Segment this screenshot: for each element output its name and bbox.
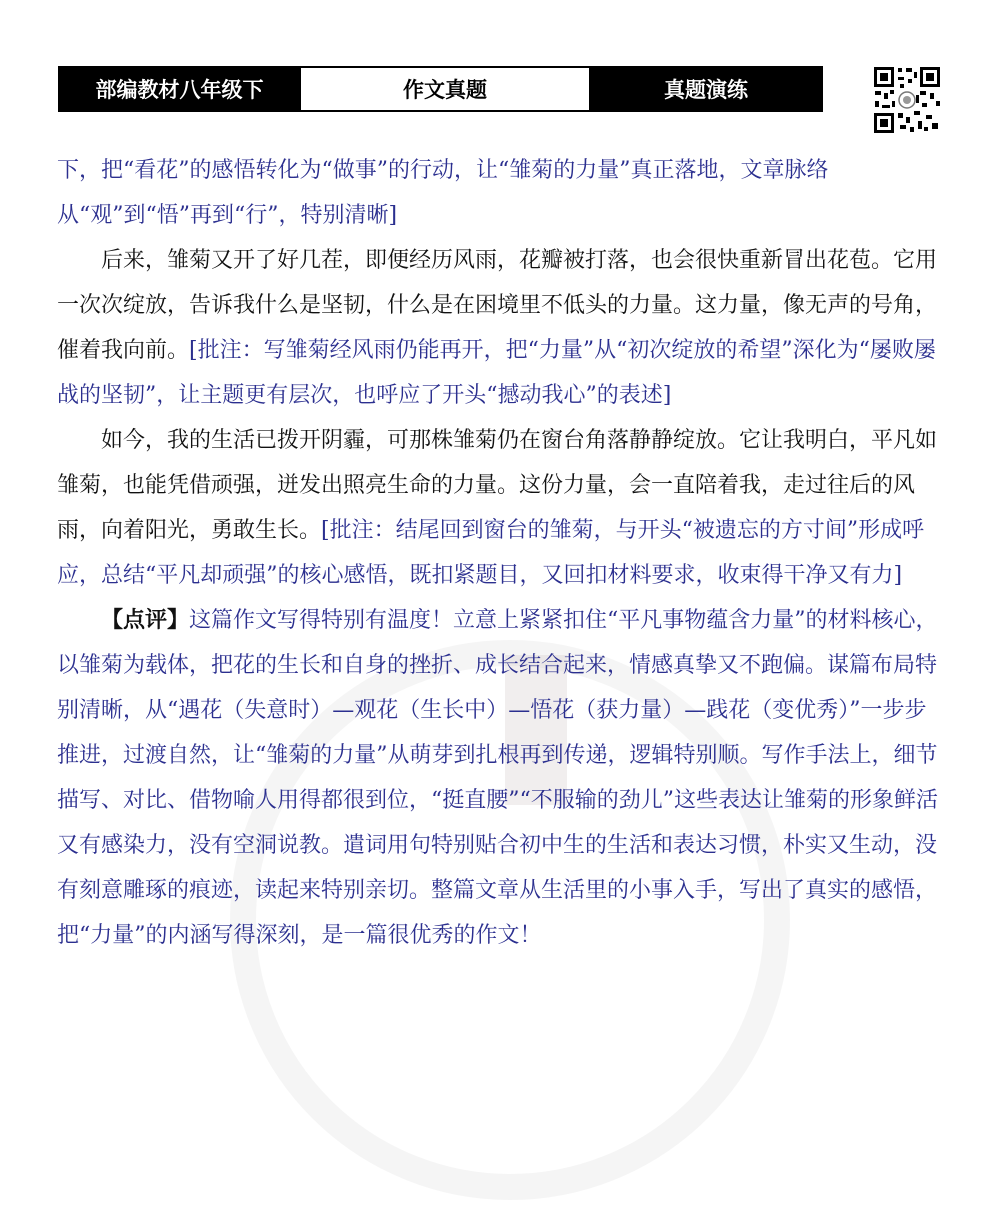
annotation: [批注：结尾回到窗台的雏菊，与开头“被遗忘的方寸间”形成呼应，总结“平凡却顽强”的核心感悟，既扣紧题目，又回扣材料要求，收束得干净又有力] xyxy=(57,518,925,588)
essay-content xyxy=(57,148,947,958)
essay-paragraph xyxy=(57,418,947,598)
essay-paragraph-fragment xyxy=(57,148,947,238)
paragraph-text: 如今，我的生活已拨开阴霾，可那株雏菊仍在窗台角落静静绽放。它让我明白，平凡如雏菊，也能凭借顽强，迸发出照亮生命的力量。这份力量，会一直陪着我，走过往后的风雨，向着阳光，勇敢生长。 xyxy=(57,428,938,543)
qr-code-icon xyxy=(872,65,942,135)
header-bar xyxy=(58,66,823,112)
paragraph-text: 后来，雏菊又开了好几茬，即便经历风雨，花瓣被打落，也会很快重新冒出花苞。它用一次次绽放，告诉我什么是坚韧，什么是在困境里不低头的力量。这力量，像无声的号角，催着我向前。 xyxy=(57,248,938,363)
header-section-title: 作文真题 xyxy=(299,68,591,110)
header-grade-label: 部编教材八年级下 xyxy=(60,68,299,110)
essay-paragraph xyxy=(57,238,947,418)
review-paragraph xyxy=(57,598,947,958)
review-text: 这篇作文写得特别有温度！立意上紧紧扣住“平凡事物蕴含力量”的材料核心，以雏菊为载体，把花的生长和自身的挫折、成长结合起来，情感真挚又不跑偏。谋篇布局特别清晰，从“遇花（失意时）—观花（生长中）—悟花（获力量）—践花（变优秀）”一步步推进，过渡自然，让“雏菊的力量”从萌芽到扎根再到传递，逻辑特别顺。写作手法上，细节描写、对比、借物喻人用得都很到位，“挺直腰”“不服输的劲儿”这些表达让雏菊的形象鲜活又有感染力，没有空洞说教。遣词用句特别贴合初中生的生活和表达习惯，朴实又生动，没有刻意雕琢的痕迹，读起来特别亲切。整篇文章从生活里的小事入手，写出了真实的感悟，把“力量”的内涵写得深刻，是一篇很优秀的作文！ xyxy=(57,608,938,948)
header-practice-label: 真题演练 xyxy=(591,68,821,110)
annotation: [批注：写雏菊经风雨仍能再开，把“力量”从“初次绽放的希望”深化为“屡败屡战的坚韧”，让主题更有层次，也呼应了开头“撼动我心”的表述] xyxy=(57,338,936,408)
annotation: 下，把“看花”的感悟转化为“做事”的行动，让“雏菊的力量”真正落地，文章脉络从“观”到“悟”再到“行”，特别清晰] xyxy=(57,158,829,228)
review-label: 【点评】 xyxy=(101,607,190,633)
